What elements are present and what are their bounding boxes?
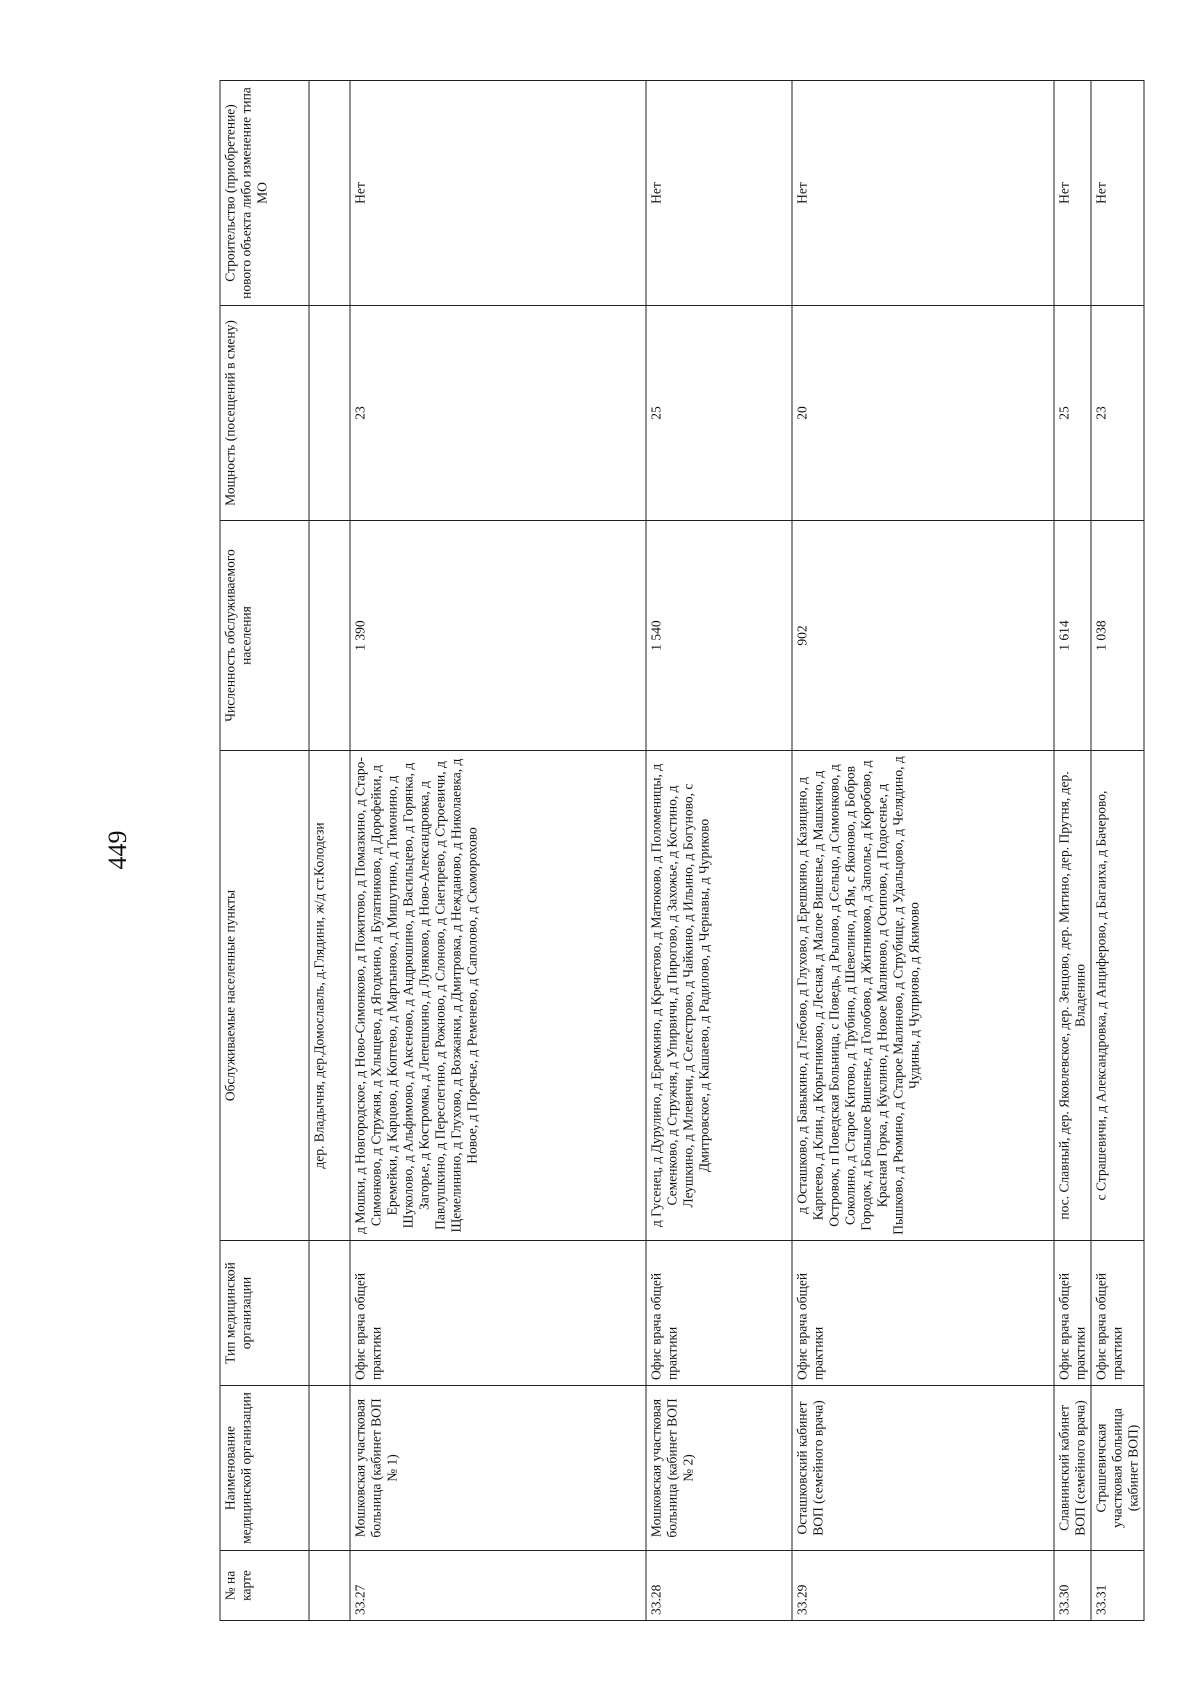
cell-construction: Нет (1054, 81, 1091, 306)
cell-settlements: д Мошки, д Новгородское, д Ново-Симонково, д Пожитово, д Помазкино, д Старо-Симонково, д Стружня, д Хлыщево, д Ягодкино, д Булатниково, д Дорофейки, д Еремейки, д Карцово, д Коптево, д Мартыново, д Мишутино, д Тимонино, д Шуколово, д Альфимово, д Аксеново, д Андрюшино, д Васильцево, д Горянка, д Загорье, д Костромка, д Лепешкино, д Луняково, д Ново-Александровка, д Павлушкино, д Переслегино, д Рожново, д Слоново, д Снегирево, д Строевичи, д Щемелинино, д Глухово, д Возжанки, д Дмитровка, д Нежданово, д Николаевка, д Новое, д Поречье, д Ременево, д Саполово, д Скоморохово (350, 751, 646, 1241)
cell-org-type: Офис врача общей практики (350, 1241, 646, 1386)
cell-population: 1 390 (350, 521, 646, 751)
header-org-name: Наименование медицинской организации (220, 1386, 309, 1551)
medical-organizations-table (220, 80, 1145, 1621)
cell-map-number: 33.29 (792, 1551, 1054, 1621)
cell-settlements: с Страшевичи, д Александровка, д Анциферово, д Багаиха, д Бачерово, (1091, 751, 1144, 1241)
page-number: 449 (103, 830, 132, 870)
cell-capacity: 25 (1054, 306, 1091, 521)
table-row (792, 81, 1054, 1621)
cell-org-name: Мошковская участковая больница (кабинет ВОП № 1) (350, 1386, 646, 1551)
cell-empty (309, 521, 350, 751)
cell-capacity: 20 (792, 306, 1054, 521)
cell-empty (309, 81, 350, 306)
cell-construction: Нет (792, 81, 1054, 306)
cell-map-number: 33.27 (350, 1551, 646, 1621)
cell-population: 1 614 (1054, 521, 1091, 751)
cell-map-number: 33.31 (1091, 1551, 1144, 1621)
cell-org-type: Офис врача общей практики (1054, 1241, 1091, 1386)
cell-settlements-continuation: дер. Владычня, дер.Домославль, д.Глядини, ж/д ст.Колодези (309, 751, 350, 1241)
cell-org-name: Мошковская участковая больница (кабинет ВОП № 2) (646, 1386, 792, 1551)
header-construction: Строительство (приобретение) нового объекта либо изменение типа МО (220, 81, 309, 306)
cell-population: 1 540 (646, 521, 792, 751)
cell-population: 1 038 (1091, 521, 1144, 751)
cell-empty (309, 1551, 350, 1621)
cell-construction: Нет (646, 81, 792, 306)
cell-capacity: 25 (646, 306, 792, 521)
table-row (1054, 81, 1091, 1621)
cell-empty (309, 1241, 350, 1386)
cell-org-name: Страшевичская участковая больница (кабинет ВОП) (1091, 1386, 1144, 1551)
cell-construction: Нет (350, 81, 646, 306)
table-row (646, 81, 792, 1621)
header-population: Численность обслуживаемого населения (220, 521, 309, 751)
header-settlements: Обслуживаемые населенные пункты (220, 751, 309, 1241)
cell-map-number: 33.30 (1054, 1551, 1091, 1621)
cell-org-name: Славнинский кабинет ВОП (семейного врача) (1054, 1386, 1091, 1551)
header-map-number: № на карте (220, 1551, 309, 1621)
cell-org-type: Офис врача общей практики (1091, 1241, 1144, 1386)
cell-population: 902 (792, 521, 1054, 751)
cell-empty (309, 306, 350, 521)
cell-construction: Нет (1091, 81, 1144, 306)
cell-org-name: Осташковский кабинет ВОП (семейного врача) (792, 1386, 1054, 1551)
rotated-table-container (220, 81, 1145, 1621)
cell-org-type: Офис врача общей практики (646, 1241, 792, 1386)
cell-settlements: д Гусенец, д Дурулино, д Еремкино, д Кречетово, д Матюково, д Поломеницы, д Семенково, д Стружня, д Упирвичи, д Пирогово, д Захожье, д Костино, д Леушкино, д Млевичи, д Селестрово, д Чайкино, д Ильино, д Богуново, с Дмитровское, д Кашаево, д Радилово, д Чернавы, д Чуриково (646, 751, 792, 1241)
cell-org-type: Офис врача общей практики (792, 1241, 1054, 1386)
header-org-type: Тип медицинской организации (220, 1241, 309, 1386)
table-header-row (220, 81, 309, 1621)
cell-settlements: пос. Славный, дер. Яковлевское, дер. Зенцово, дер. Митино, дер. Прутня, дер. Владенино (1054, 751, 1091, 1241)
table-row (350, 81, 646, 1621)
cell-capacity: 23 (1091, 306, 1144, 521)
table-row-continuation (309, 81, 350, 1621)
cell-capacity: 23 (350, 306, 646, 521)
cell-settlements: д Осташково, д Бавыкино, д Глебово, д Глухово, д Ерешкино, д Казицино, д Карпеево, д Клин, д Корытниково, д Лесная, д Малое Вишенье, д Машкино, д Островок, п Поведская Больница, с Поведь, д Рылово, д Сельцо, д Симонково, д Соколино, д Старое Китово, д Трубино, д Шевелино, д Ям, с Яконово, д Бобров Городок, д Большое Вишенье, д Голобово, д Житниково, д Заполье, д Коробово, д Красная Горка, д Куклино, д Новое Малиново, д Осипово, д Подосенье, д Пышково, д Рюмино, д Старое Малиново, д Струбище, д Удальцово, д Челядино, д Чудины, д Чуприово, д Якимово (792, 751, 1054, 1241)
cell-map-number: 33.28 (646, 1551, 792, 1621)
cell-empty (309, 1386, 350, 1551)
header-capacity: Мощность (посещений в смену) (220, 306, 309, 521)
table-row (1091, 81, 1144, 1621)
